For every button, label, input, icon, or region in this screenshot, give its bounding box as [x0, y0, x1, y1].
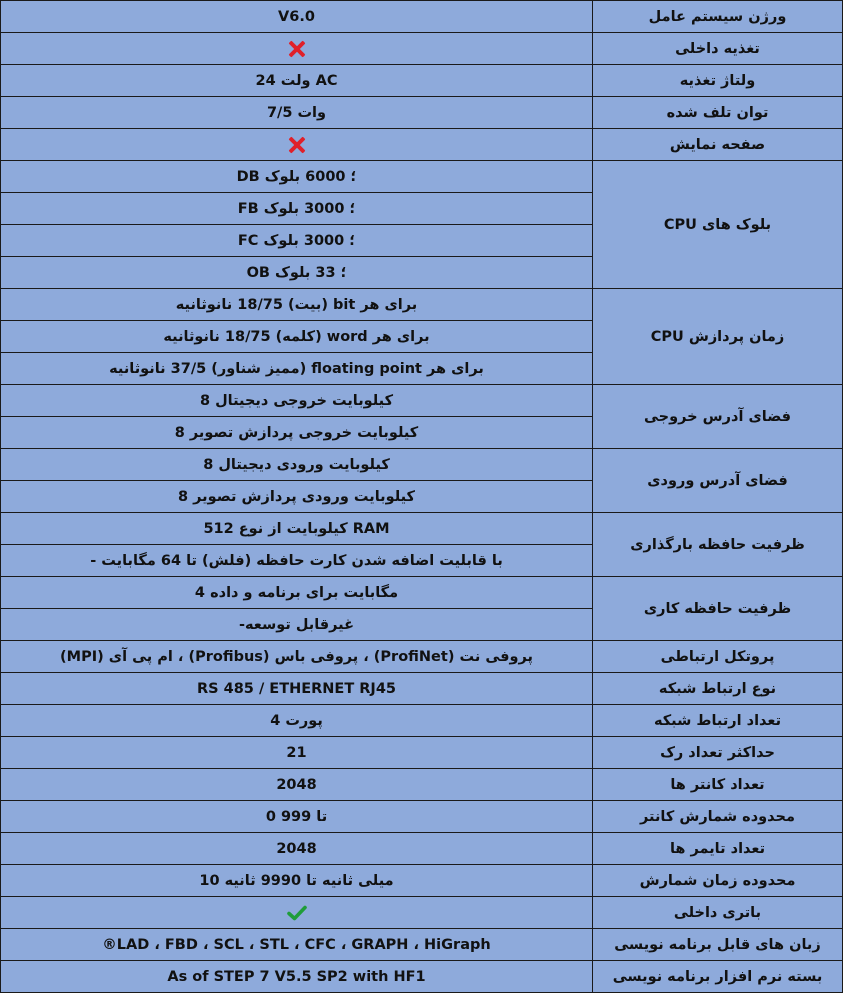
battery-label: باتری داخلی: [593, 897, 843, 929]
input-space-value: کیلوبایت ورودی دیجیتال 8: [1, 449, 593, 481]
cpu-blocks-label: بلوک های CPU: [593, 161, 843, 289]
cpu-time-label: زمان پردازش CPU: [593, 289, 843, 385]
cpu-blocks-value: ؛ 6000 بلوک DB: [1, 161, 593, 193]
languages-label: زبان های قابل برنامه نویسی: [593, 929, 843, 961]
load-memory-value: RAM کیلوبایت از نوع 512: [1, 513, 593, 545]
work-memory-value: غیرقابل توسعه-: [1, 609, 593, 641]
cpu-time-value: برای هر bit (بیت) 18/75 نانوثانیه: [1, 289, 593, 321]
software-value: As of STEP 7 V5.5 SP2 with HF1: [1, 961, 593, 993]
cpu-blocks-value: ؛ 3000 بلوک FB: [1, 193, 593, 225]
battery-value: [1, 897, 593, 929]
os-version-label: ورژن سیستم عامل: [593, 1, 843, 33]
cpu-time-value: برای هر floating point (ممیز شناور) 37/5 نانوثانیه: [1, 353, 593, 385]
network-type-value: RS 485 / ETHERNET RJ45: [1, 673, 593, 705]
work-memory-value: مگابایت برای برنامه و داده 4: [1, 577, 593, 609]
counter-range-label: محدوده شمارش کانتر: [593, 801, 843, 833]
load-memory-value: با قابلیت اضافه شدن کارت حافظه (فلش) تا 64 مگابایت -: [1, 545, 593, 577]
counters-value: 2048: [1, 769, 593, 801]
display-label: صفحه نمایش: [593, 129, 843, 161]
network-type-label: نوع ارتباط شبکه: [593, 673, 843, 705]
output-space-value: کیلوبایت خروجی دیجیتال 8: [1, 385, 593, 417]
power-loss-label: توان تلف شده: [593, 97, 843, 129]
timer-range-value: میلی ثانیه تا 9990 ثانیه 10: [1, 865, 593, 897]
counters-label: تعداد کانتر ها: [593, 769, 843, 801]
software-label: بسته نرم افزار برنامه نویسی: [593, 961, 843, 993]
check-icon: [287, 905, 307, 921]
cpu-time-value: برای هر word (کلمه) 18/75 نانوثانیه: [1, 321, 593, 353]
cross-icon: [288, 136, 306, 154]
power-loss-value: وات 7/5: [1, 97, 593, 129]
input-space-label: فضای آدرس ورودی: [593, 449, 843, 513]
work-memory-label: ظرفیت حافظه کاری: [593, 577, 843, 641]
display-value: [1, 129, 593, 161]
cpu-blocks-value: ؛ 3000 بلوک FC: [1, 225, 593, 257]
counter-range-value: تا 999 0: [1, 801, 593, 833]
os-version-value: V6.0: [1, 1, 593, 33]
network-ports-label: تعداد ارتباط شبکه: [593, 705, 843, 737]
supply-voltage-value: AC ولت 24: [1, 65, 593, 97]
output-space-value: کیلوبایت خروجی پردازش تصویر 8: [1, 417, 593, 449]
output-space-label: فضای آدرس خروجی: [593, 385, 843, 449]
timers-value: 2048: [1, 833, 593, 865]
languages-value: LAD ، FBD ، SCL ، STL ، CFC ، GRAPH ، HiGraph®: [1, 929, 593, 961]
supply-voltage-label: ولتاژ تغذیه: [593, 65, 843, 97]
cross-icon: [288, 40, 306, 58]
input-space-value: کیلوبایت ورودی پردازش تصویر 8: [1, 481, 593, 513]
network-ports-value: پورت 4: [1, 705, 593, 737]
timers-label: تعداد تایمر ها: [593, 833, 843, 865]
internal-supply-value: [1, 33, 593, 65]
protocol-label: پروتکل ارتباطی: [593, 641, 843, 673]
protocol-value: پروفی نت (ProfiNet) ، پروفی باس (Profibus) ، ام پی آی (MPI): [1, 641, 593, 673]
max-racks-value: 21: [1, 737, 593, 769]
cpu-blocks-value: ؛ 33 بلوک OB: [1, 257, 593, 289]
max-racks-label: حداکثر تعداد رک: [593, 737, 843, 769]
internal-supply-label: تغذیه داخلی: [593, 33, 843, 65]
load-memory-label: ظرفیت حافظه بارگذاری: [593, 513, 843, 577]
timer-range-label: محدوده زمان شمارش: [593, 865, 843, 897]
